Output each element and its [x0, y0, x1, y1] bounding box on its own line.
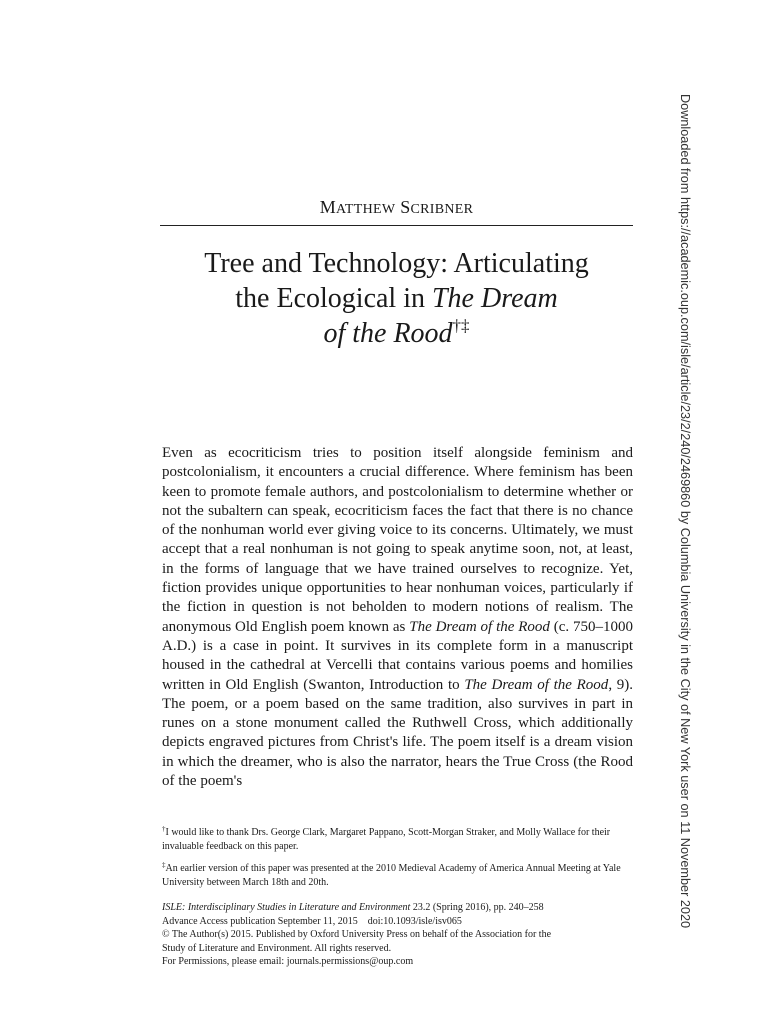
copyright-line-2: Study of Literature and Environment. All rights reserved. — [162, 942, 392, 954]
body-text-part-1: Even as ecocriticism tries to position itself alongside feminism and postcolonialism, it encounters a crucial difference. Where feminism has been keen to promote female authors, and postcolonialism to determine whether or not the subaltern can speak, ecocriticism faces the fact that there is no chance of the nonhuman world ever giving voice to its concerns. Ultimately, we must accept that a real nonhuman is not going to speak anytime soon, not, at least, in the forms of language that we have trained ourselves to recognize. Yet, fiction provides unique opportunities to hear nonhuman voices, particularly if the fiction in question is not beholden to modern notions of realism. The anonymous Old English poem known as — [162, 445, 633, 635]
download-watermark: Downloaded from https://academic.oup.com/isle/article/23/2/240/2469860 by Columbia University in the City of New York user on 11 November 2020 — [678, 94, 692, 929]
body-italic-poem-title-2: The Dream of the Rood — [464, 676, 609, 693]
footnote-1-text: I would like to thank Drs. George Clark, Margaret Pappano, Scott-Morgan Straker, and Molly Wallace for their invaluable feedback on this paper. — [162, 827, 611, 852]
title-line-1: Tree and Technology: Articulating — [204, 248, 589, 279]
title-italic-part-2: of the Rood — [323, 318, 453, 349]
article-title — [150, 246, 643, 351]
author-name — [160, 197, 633, 218]
author-first-initial: M — [319, 197, 337, 217]
footnote-double-dagger — [162, 862, 633, 890]
advance-access-line: Advance Access publication September 11, 2015 doi:10.1093/isle/isv065 — [162, 915, 462, 927]
title-prefix: the Ecological in — [235, 283, 425, 314]
journal-citation — [162, 901, 633, 915]
footnote-2-text: An earlier version of this paper was presented at the 2010 Medieval Academy of America Annual Meeting at Yale University between March 18th and 20th. — [162, 863, 621, 888]
footnote-1-mark: † — [162, 825, 166, 833]
journal-info — [162, 901, 633, 969]
title-italic-part-1: The Dream — [431, 283, 558, 314]
body-italic-poem-title-1: The Dream of the Rood — [409, 618, 550, 635]
author-last-initial: S — [400, 197, 411, 217]
title-line-3 — [150, 316, 643, 351]
footnote-2-mark: ‡ — [162, 861, 166, 869]
title-footnote-marks: †‡ — [452, 316, 470, 335]
journal-issue: 23.2 (Spring 2016), pp. 240–258 — [410, 902, 544, 913]
permissions-line: For Permissions, please email: journals.permissions@oup.com — [162, 956, 414, 968]
title-line-2 — [150, 281, 643, 316]
body-text-part-2: (c. 750–1000 A.D.) is a case in point. It survives in its complete form in a manuscript housed in the cathedral at Vercelli that contains various poems and homilies written in Old English (Swanton, Introduction to — [162, 618, 634, 693]
body-text-part-3: , 9). The poem, or a poem based on the same tradition, also survives in part in runes on a stone monument called the Ruthwell Cross, which additionally depicts engraved pictures from Christ's life. The poem itself is a dream vision in which the dreamer, who is also the narrator, hears the True Cross (the Rood of the poem's — [162, 676, 633, 790]
author-first-rest: ATTHEW — [336, 202, 396, 217]
author-rule — [160, 225, 633, 226]
journal-name: ISLE: Interdisciplinary Studies in Literature and Environment — [162, 902, 411, 913]
author-last-rest: CRIBNER — [410, 202, 474, 217]
footnote-dagger — [162, 826, 633, 854]
copyright-line-1: © The Author(s) 2015. Published by Oxford University Press on behalf of the Association for the — [162, 929, 552, 941]
body-paragraph — [162, 444, 633, 791]
